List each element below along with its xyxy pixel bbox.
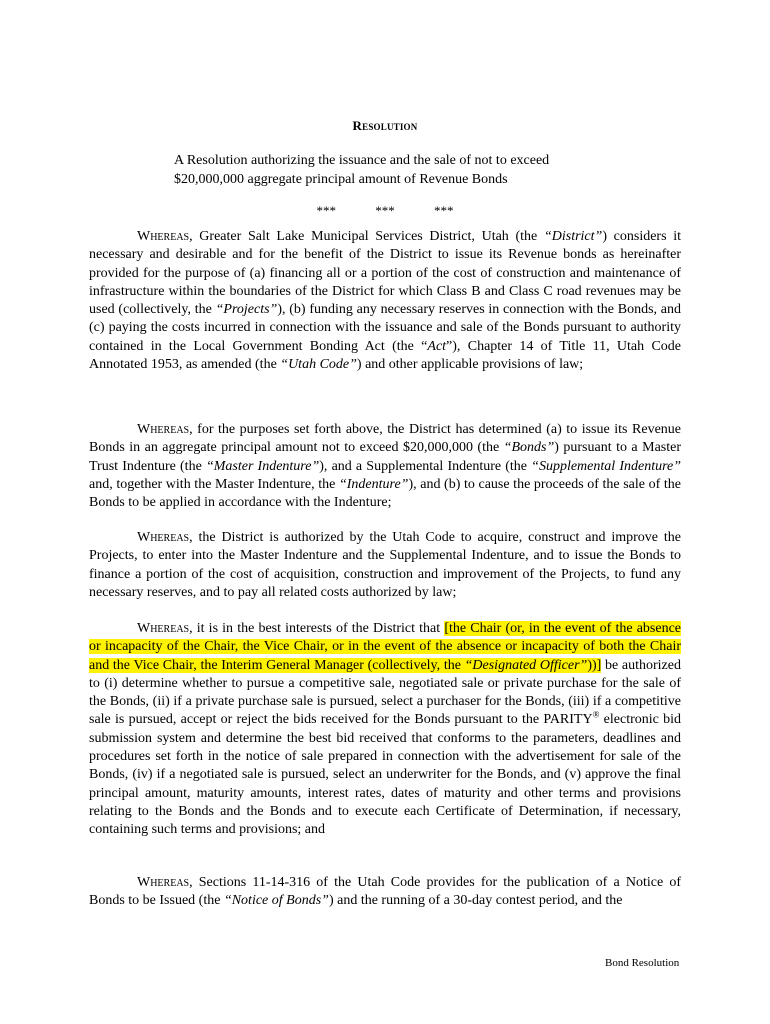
whereas-lead: Whereas xyxy=(137,621,190,636)
defined-term: “District” xyxy=(543,229,603,244)
defined-term: Act xyxy=(427,338,447,354)
highlighted-bracket-close: ))] xyxy=(587,657,602,673)
whereas-paragraph-3 xyxy=(89,529,681,602)
document-title: Resolution xyxy=(352,118,418,133)
paragraph-text: ) pursuant to a Master Trust Indenture (the xyxy=(89,440,682,474)
defined-term: “Utah Code” xyxy=(280,357,357,373)
paragraph-text: ), (b) funding any necessary reserves in connection with the Bonds, and (c) paying the costs incurred in connection with the issuance and sale of the Bonds pursuant to authority contained in the Local Government Bonding Act (the “ xyxy=(89,302,681,354)
page-footer: Bond Resolution xyxy=(605,957,680,969)
defined-term: “Bonds” xyxy=(503,440,555,456)
document-subtitle: A Resolution authorizing the issuance and the sale of not to exceed $20,000,000 aggregate principal amount of Revenue Bonds xyxy=(174,153,550,187)
paragraph-text: ) and the running of a 30-day contest period, and the xyxy=(328,893,623,909)
whereas-lead: Whereas xyxy=(137,875,190,890)
paragraph-text: , it is in the best interests of the District that xyxy=(189,621,445,636)
whereas-paragraph-4 xyxy=(89,620,681,840)
paragraph-text: and, together with the Master Indenture, the xyxy=(89,476,339,492)
paragraph-text: ), and a Supplemental Indenture (the xyxy=(319,458,532,474)
paragraph-text: , Sections 11-14-316 of the Utah Code provides for the publication of a Notice of Bonds to be Issued (the xyxy=(89,875,681,909)
paragraph-text: ) considers it necessary and desirable and for the benefit of the District to issue its Revenue bonds as hereinafter provided for the purpose of (a) financing all or a portion of the cost of construction and maintenance of infrastructure within the boundaries of the District for which Class B and Class C road revenues may be used (collectively, the xyxy=(89,229,681,318)
paragraph-text: ), and (b) to cause the proceeds of the sale of the Bonds to be applied in accordance with the Indenture; xyxy=(89,476,681,511)
whereas-paragraph-5 xyxy=(89,874,681,911)
defined-term: “Notice of Bonds” xyxy=(223,893,329,909)
section-separator: *** *** *** xyxy=(316,203,454,218)
defined-term: “Projects” xyxy=(215,302,278,318)
paragraph-text: , for the purposes set forth above, the District has determined (a) to issue its Revenue Bonds in an aggregate principal amount not to exceed $20,000,000 (the xyxy=(89,422,681,456)
whereas-paragraph-1 xyxy=(89,228,681,374)
paragraph-text: ) and other applicable provisions of law; xyxy=(356,357,584,373)
defined-term: “Indenture” xyxy=(338,476,409,492)
paragraph-text: , Greater Salt Lake Municipal Services District, Utah (the xyxy=(189,229,544,244)
defined-term: “Supplemental Indenture” xyxy=(531,458,682,474)
whereas-lead: Whereas xyxy=(137,530,190,545)
registered-mark: ® xyxy=(592,709,600,720)
whereas-lead: Whereas xyxy=(137,229,190,244)
highlighted-bracket-text: [the Chair (or, in the event of the absence or incapacity of the Chair, the Vice Chair, or in the event of the absence or incapacity of both the Chair and the Vice Chair, the Interim General Manager (collectively, the xyxy=(89,621,682,673)
paragraph-text: , the District is authorized by the Utah Code to acquire, construct and improve the Projects, to enter into the Master Indenture and the Supplemental Indenture, and to issue the Bonds to finance a portion of the cost of acquisition, construction and improvement of the Projects, to fund any necessary reserves, and to pay all related costs authorized by law; xyxy=(89,530,681,600)
highlighted-defined-term: “Designated Officer” xyxy=(464,657,588,673)
paragraph-text: be authorized to (i) determine whether to pursue a competitive sale, negotiated sale or private purchase for the sale of the Bonds, (ii) if a private purchase sale is pursued, select a purchaser for the Bonds, (iii) if a competitive sale is pursued, accept or reject the bids received for the Bonds pursuant to the PARITY xyxy=(89,657,681,728)
whereas-lead: Whereas xyxy=(137,422,190,437)
whereas-paragraph-2 xyxy=(89,421,681,512)
paragraph-text: ”), Chapter 14 of Title 11, Utah Code Annotated 1953, as amended (the xyxy=(89,338,681,373)
paragraph-text: electronic bid submission system and determine the best bid received that conforms to the parameters, deadlines and procedures set forth in the notice of sale prepared in connection with the advertisement for sale of the Bonds, (iv) if a negotiated sale is pursued, select an underwriter for the Bonds, and (v) approve the final principal amount, maturity amounts, interest rates, dates of maturity and other terms and provisions relating to the Bonds and the Bonds and to execute each Certificate of Determination, if necessary, containing such terms and provisions; and xyxy=(89,712,681,838)
defined-term: “Master Indenture” xyxy=(205,458,320,474)
